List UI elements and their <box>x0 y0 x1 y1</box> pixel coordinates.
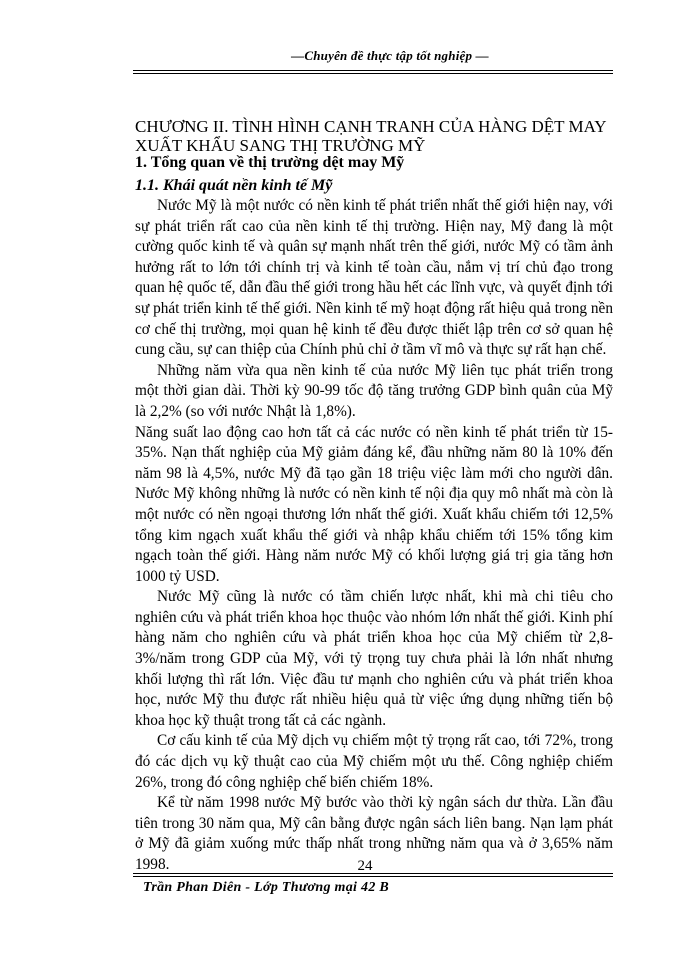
chapter-title: CHƯƠNG II. TÌNH HÌNH CẠNH TRANH CỦA HÀNG DỆT MAY XUẤT KHẨU SANG THỊ TRƯỜNG MỸ <box>135 117 606 155</box>
subsection-heading: 1.1. Khái quát nền kinh tế Mỹ <box>135 177 333 194</box>
paragraph: Cơ cấu kinh tế của Mỹ dịch vụ chiếm một tỷ trọng rất cao, tới 72%, trong đó các dịch vụ kỹ thuật cao của Mỹ chiếm một ưu thế. Công nghiệp chiếm 26%, trong đó công nghiệp chế biến chiếm 18%. <box>135 732 613 791</box>
footer-divider <box>133 873 613 877</box>
paragraph: Nước Mỹ cũng là nước có tầm chiến lược nhất, khi mà chi tiêu cho nghiên cứu và phát triển khoa học thuộc vào nhóm lớn nhất thế giới. Kinh phí hàng năm cho nghiên cứu và phát triển khoa học của Mỹ chiếm từ 2,8-3%/năm trong GDP của Mỹ, với tỷ trọng tuy chưa phải là lớn nhất nhưng khối lượng thì rất lớn. Việc đầu tư mạnh cho nghiên cứu và phát triển khoa học, nước Mỹ thu được rất nhiều hiệu quả từ việc ứng dụng những tiến bộ khoa học kỹ thuật trong tất cả các ngành. <box>135 588 613 729</box>
page-number: 24 <box>357 858 373 874</box>
section-heading: 1. Tổng quan về thị trường dệt may Mỹ <box>135 154 405 171</box>
paragraph: Kể từ năm 1998 nước Mỹ bước vào thời kỳ ngân sách dư thừa. Lần đầu tiên trong 30 năm qua, Mỹ cân bằng được ngân sách liên bang. Nạn lạm phát ở Mỹ đã giảm xuống mức thấp nhất trong những năm qua và ở 3,65% năm 1998. <box>135 794 613 873</box>
header-divider <box>133 70 613 74</box>
page-header-title: —Chuyên đề thực tập tốt nghiệp — <box>291 48 489 63</box>
footer-author: Trần Phan Diên - Lớp Thương mại 42 B <box>143 880 390 895</box>
paragraph: Những năm vừa qua nền kinh tế của nước Mỹ liên tục phát triển trong một thời gian dài. Thời kỳ 90-99 tốc độ tăng trưởng GDP bình quân của Mỹ là 2,2% (so với nước Nhật là 1,8%). <box>135 361 613 420</box>
paragraph: Năng suất lao động cao hơn tất cả các nước có nền kinh tế phát triển từ 15-35%. Nạn thất nghiệp của Mỹ giảm đáng kể, đầu những năm 80 là 10% đến năm 98 là 4,5%, nước Mỹ đã tạo gần 18 triệu việc làm mới cho người dân. Nước Mỹ không những là nước có nền kinh tế nội địa quy mô nhất mà còn là một nước có nền ngoại thương lớn nhất thế giới. Xuất khẩu chiếm tới 12,5% tổng kim ngạch xuất khẩu thế giới và nhập khẩu chiếm tới 15% tổng kim ngạch toàn thế giới. Hàng năm nước Mỹ có khối lượng giá trị gia tăng hơn 1000 tỷ USD. <box>135 423 613 585</box>
paragraph: Nước Mỹ là một nước có nền kinh tế phát triển nhất thế giới hiện nay, với sự phát triển rất cao của nền kinh tế thị trường. Hiện nay, Mỹ đang là một cường quốc kinh tế và quân sự mạnh nhất trên thế giới, nước Mỹ có tầm ảnh hưởng rất to lớn tới chính trị và kinh tế toàn cầu, nắm vị trí chủ đạo trong quan hệ quốc tế, dẫn đầu thế giới trong hầu hết các lĩnh vực, và quyết định tới sự phát triển kinh tế thế giới. Nền kinh tế mỹ hoạt động rất hiệu quả trong nền cơ chế thị trường, mọi quan hệ kinh tế đều được thiết lập trên cơ sở quan hệ cung cầu, sự can thiệp của Chính phủ chỉ ở tầm vĩ mô và thực sự rất hạn chế. <box>135 197 613 359</box>
body-text <box>135 196 613 876</box>
